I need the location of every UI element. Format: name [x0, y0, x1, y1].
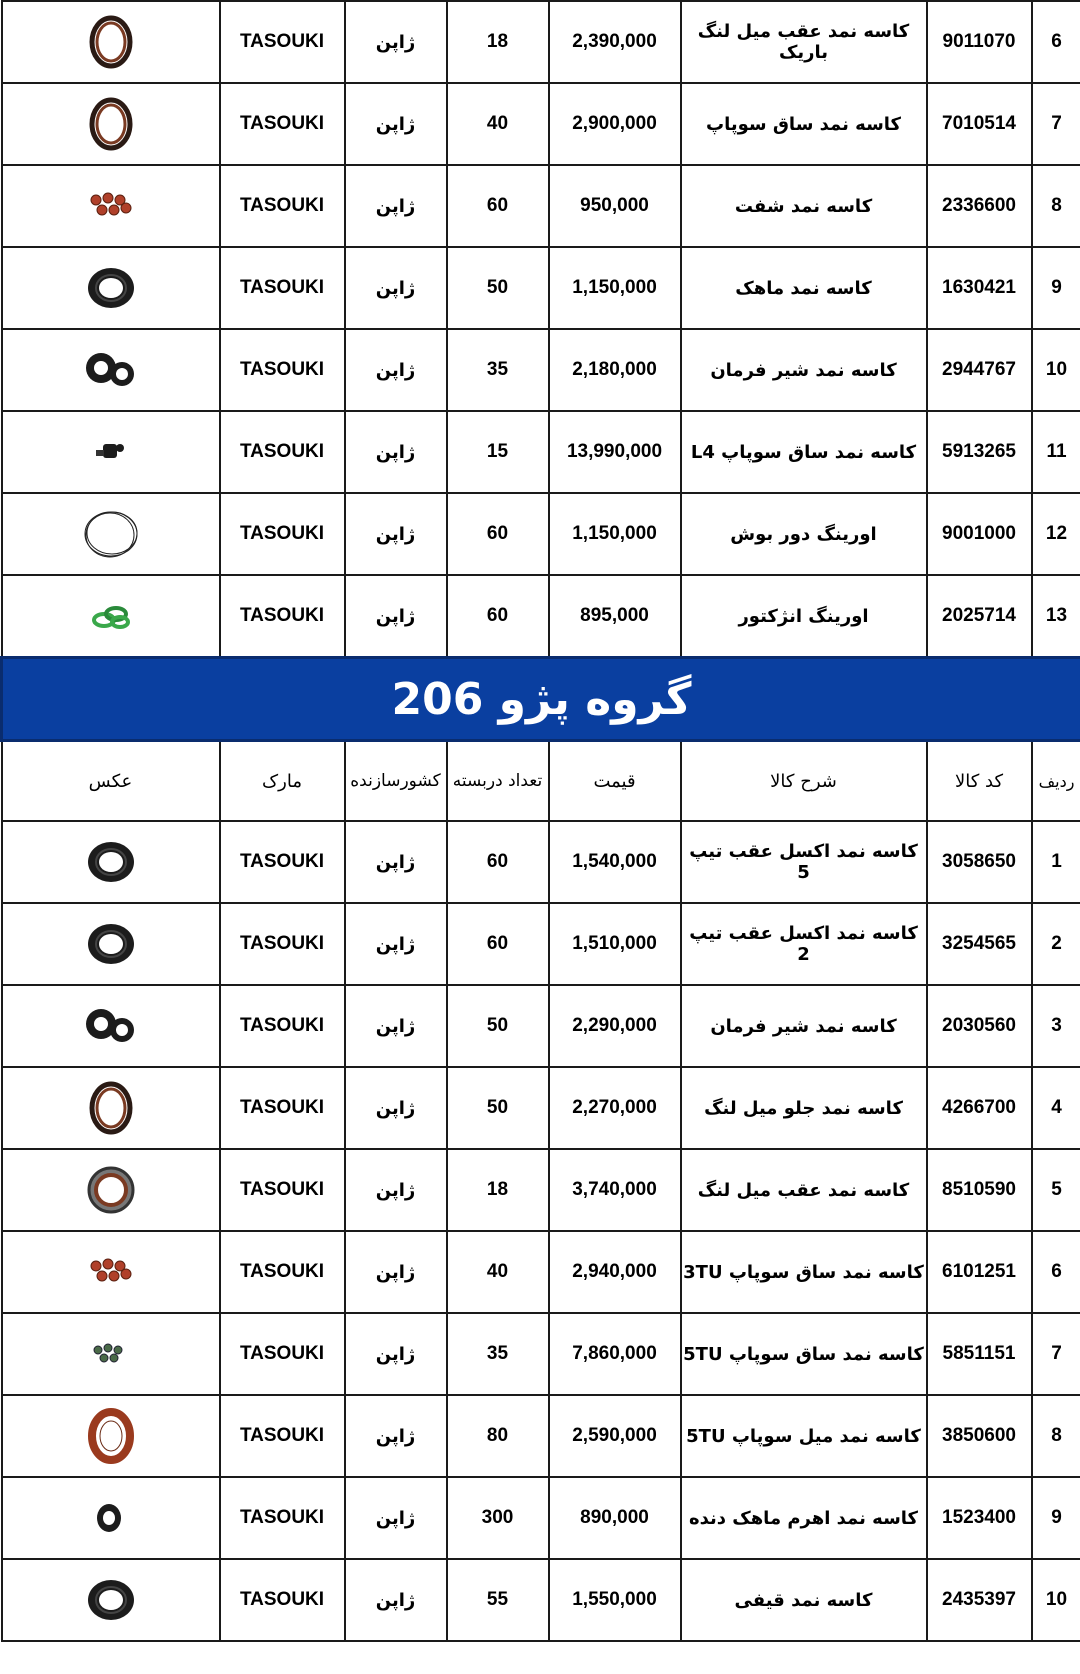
cell-brand: TASOUKI	[220, 1231, 345, 1313]
cell-image	[2, 903, 220, 985]
cell-price: 950,000	[549, 165, 681, 247]
cell-country: ژاپن	[345, 985, 447, 1067]
cell-desc: کاسه نمد شیر فرمان	[681, 329, 927, 411]
table-row	[2, 247, 1080, 329]
cell-qty: 300	[447, 1477, 549, 1559]
cell-image	[2, 1231, 220, 1313]
cell-code: 3058650	[927, 821, 1032, 903]
cell-code: 8510590	[927, 1149, 1032, 1231]
cell-code: 2435397	[927, 1559, 1032, 1641]
cell-radif: 7	[1032, 83, 1080, 165]
cell-country: ژاپن	[345, 575, 447, 658]
cell-qty: 18	[447, 1, 549, 83]
cell-desc: کاسه نمد اهرم ماهک دنده	[681, 1477, 927, 1559]
header-price: قیمت	[549, 741, 681, 822]
cell-image	[2, 1559, 220, 1641]
cell-radif: 8	[1032, 165, 1080, 247]
cell-brand: TASOUKI	[220, 1, 345, 83]
green-valve-seal-set-icon	[76, 1322, 146, 1386]
cell-code: 4266700	[927, 1067, 1032, 1149]
cell-country: ژاپن	[345, 247, 447, 329]
cell-brand: TASOUKI	[220, 83, 345, 165]
table-row	[2, 165, 1080, 247]
group-banner-section	[2, 658, 1080, 822]
cell-brand: TASOUKI	[220, 165, 345, 247]
table-row	[2, 83, 1080, 165]
cell-brand: TASOUKI	[220, 411, 345, 493]
grey-oil-seal-icon	[76, 1158, 146, 1222]
table-row	[2, 1395, 1080, 1477]
table-part-2	[2, 821, 1080, 1641]
cell-price: 1,150,000	[549, 247, 681, 329]
cell-price: 890,000	[549, 1477, 681, 1559]
valve-seal-set-icon	[76, 174, 146, 238]
cell-image	[2, 821, 220, 903]
cell-desc: کاسه نمد ساق سوپاپ	[681, 83, 927, 165]
red-oil-seal-icon	[76, 1404, 146, 1468]
cell-radif: 11	[1032, 411, 1080, 493]
cell-qty: 60	[447, 821, 549, 903]
header-desc: شرح کالا	[681, 741, 927, 822]
group-banner-title: گروه پژو 206	[2, 658, 1080, 741]
cell-desc: کاسه نمد شفت	[681, 165, 927, 247]
cell-radif: 8	[1032, 1395, 1080, 1477]
cell-country: ژاپن	[345, 1559, 447, 1641]
cell-country: ژاپن	[345, 1231, 447, 1313]
cell-code: 5851151	[927, 1313, 1032, 1395]
cell-price: 1,510,000	[549, 903, 681, 985]
cell-code: 6101251	[927, 1231, 1032, 1313]
cell-brand: TASOUKI	[220, 1559, 345, 1641]
cell-code: 3254565	[927, 903, 1032, 985]
cell-radif: 10	[1032, 329, 1080, 411]
brown-oil-seal-icon	[76, 1076, 146, 1140]
cell-qty: 40	[447, 1231, 549, 1313]
cell-qty: 60	[447, 903, 549, 985]
table-part-1	[2, 1, 1080, 658]
cell-code: 2030560	[927, 985, 1032, 1067]
cell-qty: 18	[447, 1149, 549, 1231]
cell-country: ژاپن	[345, 83, 447, 165]
cell-country: ژاپن	[345, 1313, 447, 1395]
table-row	[2, 903, 1080, 985]
cell-country: ژاپن	[345, 493, 447, 575]
cell-price: 1,540,000	[549, 821, 681, 903]
cell-radif: 4	[1032, 1067, 1080, 1149]
cell-qty: 60	[447, 165, 549, 247]
cell-qty: 55	[447, 1559, 549, 1641]
cell-radif: 5	[1032, 1149, 1080, 1231]
cell-country: ژاپن	[345, 1, 447, 83]
table-row	[2, 1559, 1080, 1641]
cell-code: 5913265	[927, 411, 1032, 493]
cell-radif: 1	[1032, 821, 1080, 903]
table-row	[2, 575, 1080, 658]
cell-brand: TASOUKI	[220, 1067, 345, 1149]
table-row	[2, 1067, 1080, 1149]
cell-price: 1,150,000	[549, 493, 681, 575]
cell-code: 2336600	[927, 165, 1032, 247]
cell-brand: TASOUKI	[220, 821, 345, 903]
brown-oil-seal-icon	[76, 10, 146, 74]
cell-desc: کاسه نمد ساق سوپاپ 3TU	[681, 1231, 927, 1313]
cell-price: 13,990,000	[549, 411, 681, 493]
cell-price: 2,940,000	[549, 1231, 681, 1313]
cell-code: 9001000	[927, 493, 1032, 575]
cell-image	[2, 1, 220, 83]
cell-desc: کاسه نمد عقب میل لنگ	[681, 1149, 927, 1231]
cell-image	[2, 83, 220, 165]
cell-country: ژاپن	[345, 165, 447, 247]
green-o-ring-icon	[76, 584, 146, 648]
table-row	[2, 1231, 1080, 1313]
cell-desc: کاسه نمد ماهک	[681, 247, 927, 329]
table-row	[2, 1477, 1080, 1559]
cell-desc: کاسه نمد شیر فرمان	[681, 985, 927, 1067]
cell-country: ژاپن	[345, 1477, 447, 1559]
header-country: کشورسازنده	[345, 741, 447, 822]
cell-qty: 50	[447, 247, 549, 329]
cell-country: ژاپن	[345, 903, 447, 985]
cell-image	[2, 411, 220, 493]
cell-qty: 50	[447, 1067, 549, 1149]
cell-image	[2, 575, 220, 658]
cell-image	[2, 493, 220, 575]
cell-brand: TASOUKI	[220, 985, 345, 1067]
cell-code: 1630421	[927, 247, 1032, 329]
cell-image	[2, 1067, 220, 1149]
cell-qty: 80	[447, 1395, 549, 1477]
cell-image	[2, 247, 220, 329]
group-banner-row	[2, 658, 1080, 741]
cell-radif: 2	[1032, 903, 1080, 985]
cell-image	[2, 1149, 220, 1231]
table-row	[2, 1313, 1080, 1395]
cell-code: 7010514	[927, 83, 1032, 165]
o-ring-icon	[76, 502, 146, 566]
cell-brand: TASOUKI	[220, 1477, 345, 1559]
cell-price: 2,590,000	[549, 1395, 681, 1477]
cell-brand: TASOUKI	[220, 1149, 345, 1231]
cell-qty: 40	[447, 83, 549, 165]
black-oil-seal-icon	[76, 830, 146, 894]
double-seal-icon	[76, 338, 146, 402]
cell-country: ژاپن	[345, 1395, 447, 1477]
table-row	[2, 1, 1080, 83]
cell-brand: TASOUKI	[220, 247, 345, 329]
cell-code: 3850600	[927, 1395, 1032, 1477]
cell-radif: 9	[1032, 247, 1080, 329]
cell-desc: کاسه نمد ساق سوپاپ L4	[681, 411, 927, 493]
cell-radif: 6	[1032, 1, 1080, 83]
cell-radif: 13	[1032, 575, 1080, 658]
cell-desc: اورینگ انژکتور	[681, 575, 927, 658]
cell-desc: کاسه نمد اکسل عقب تیپ 2	[681, 903, 927, 985]
cell-code: 9011070	[927, 1, 1032, 83]
cell-desc: کاسه نمد قیفی	[681, 1559, 927, 1641]
cell-desc: کاسه نمد میل سوپاپ 5TU	[681, 1395, 927, 1477]
cell-desc: کاسه نمد عقب میل لنگ باریک	[681, 1, 927, 83]
cell-image	[2, 1477, 220, 1559]
cell-image	[2, 1313, 220, 1395]
cell-price: 2,290,000	[549, 985, 681, 1067]
cell-price: 2,180,000	[549, 329, 681, 411]
cell-price: 895,000	[549, 575, 681, 658]
cell-price: 2,270,000	[549, 1067, 681, 1149]
cell-qty: 60	[447, 493, 549, 575]
cell-brand: TASOUKI	[220, 1395, 345, 1477]
cell-qty: 35	[447, 1313, 549, 1395]
cell-country: ژاپن	[345, 1149, 447, 1231]
table-row	[2, 985, 1080, 1067]
table-row	[2, 1149, 1080, 1231]
cell-qty: 50	[447, 985, 549, 1067]
cell-price: 3,740,000	[549, 1149, 681, 1231]
cell-brand: TASOUKI	[220, 493, 345, 575]
cell-radif: 7	[1032, 1313, 1080, 1395]
table-row	[2, 329, 1080, 411]
cell-desc: کاسه نمد جلو میل لنگ	[681, 1067, 927, 1149]
cell-brand: TASOUKI	[220, 1313, 345, 1395]
double-seal-icon	[76, 994, 146, 1058]
cell-qty: 35	[447, 329, 549, 411]
table-row	[2, 411, 1080, 493]
cell-country: ژاپن	[345, 329, 447, 411]
cell-price: 1,550,000	[549, 1559, 681, 1641]
table-row	[2, 821, 1080, 903]
cell-image	[2, 985, 220, 1067]
cell-radif: 12	[1032, 493, 1080, 575]
table-row	[2, 493, 1080, 575]
black-oil-seal-icon	[76, 256, 146, 320]
black-oil-seal-icon	[76, 1568, 146, 1632]
valve-seal-set-icon	[76, 1240, 146, 1304]
small-black-seal-icon	[76, 1486, 146, 1550]
cell-country: ژاپن	[345, 1067, 447, 1149]
header-radif: ردیف	[1032, 741, 1080, 822]
table-header-row	[2, 741, 1080, 822]
cell-desc: اورینگ دور بوش	[681, 493, 927, 575]
cell-radif: 6	[1032, 1231, 1080, 1313]
cell-qty: 60	[447, 575, 549, 658]
cell-desc: کاسه نمد اکسل عقب تیپ 5	[681, 821, 927, 903]
cell-qty: 15	[447, 411, 549, 493]
cell-price: 7,860,000	[549, 1313, 681, 1395]
cell-code: 2025714	[927, 575, 1032, 658]
cell-image	[2, 1395, 220, 1477]
cell-radif: 9	[1032, 1477, 1080, 1559]
cell-radif: 10	[1032, 1559, 1080, 1641]
cell-brand: TASOUKI	[220, 329, 345, 411]
cell-country: ژاپن	[345, 411, 447, 493]
cell-image	[2, 329, 220, 411]
cell-desc: کاسه نمد ساق سوپاپ 5TU	[681, 1313, 927, 1395]
cell-code: 2944767	[927, 329, 1032, 411]
cell-price: 2,390,000	[549, 1, 681, 83]
header-image: عکس	[2, 741, 220, 822]
cell-image	[2, 165, 220, 247]
black-oil-seal-icon	[76, 912, 146, 976]
header-brand: مارک	[220, 741, 345, 822]
cell-price: 2,900,000	[549, 83, 681, 165]
cell-radif: 3	[1032, 985, 1080, 1067]
cell-country: ژاپن	[345, 821, 447, 903]
header-code: کد کالا	[927, 741, 1032, 822]
small-valve-seal-icon	[76, 420, 146, 484]
header-qty: تعداد دربسته	[447, 741, 549, 822]
brown-oil-seal-icon	[76, 92, 146, 156]
cell-brand: TASOUKI	[220, 575, 345, 658]
cell-brand: TASOUKI	[220, 903, 345, 985]
cell-code: 1523400	[927, 1477, 1032, 1559]
